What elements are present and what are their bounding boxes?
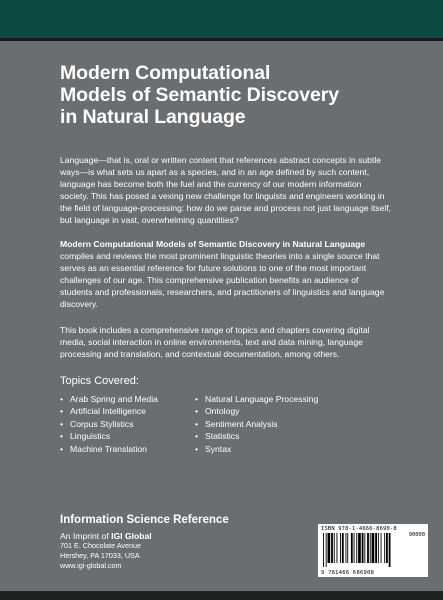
- publisher-address-line-1: 701 E. Chocolate Avenue: [60, 541, 141, 550]
- topic-item: • Machine Translation: [60, 443, 195, 456]
- topic-item: • Corpus Stylistics: [60, 418, 195, 431]
- publisher-address-line-2: Hershey, PA 17033, USA: [60, 550, 140, 560]
- topic-item: • Statistics: [195, 430, 330, 443]
- title-line-1: Modern Computational: [60, 62, 271, 84]
- topics-heading: Topics Covered:: [60, 374, 139, 387]
- price-code: 90000: [408, 532, 425, 538]
- topic-item: • Natural Language Processing: [195, 393, 330, 406]
- topics-list: [60, 393, 392, 456]
- topics-column-left: [60, 393, 195, 456]
- description-paragraph-2: [60, 239, 392, 310]
- bottom-color-band: [0, 591, 443, 600]
- description-book-title: Modern Computational Models of Semantic Discovery in Natural Language: [60, 239, 366, 250]
- imprint-prefix: An Imprint of: [60, 531, 112, 541]
- top-dark-stripe: [0, 38, 443, 41]
- topic-item: • Linguistics: [60, 430, 195, 443]
- back-cover-content: [60, 62, 392, 456]
- title-line-2: Models of Semantic Discovery: [60, 84, 339, 106]
- imprint-name: IGI Global: [111, 531, 152, 541]
- barcode-bars: [322, 533, 424, 567]
- description-paragraph-1: Language—that is, oral or written content that references abstract concepts in subtle ways—is what sets us apart as a species, and in an age defined by such content, language has become both the fuel and the currency of our modern information society. This has posed a vexing new challenge for linguists and engineers working in the field of language-processing: how do we parse and process not just language itself, but language in vast, overwhelming quantities?: [60, 155, 392, 225]
- topic-item: • Syntax: [195, 443, 330, 456]
- isbn-barcode: [318, 524, 428, 577]
- isbn-text: ISBN 978-1-4666-8690-8: [321, 526, 397, 532]
- publisher-block: [60, 514, 260, 570]
- topic-item: • Ontology: [195, 405, 330, 418]
- description-paragraph-2-text: compiles and reviews the most prominent linguistic theories into a single source that serves as an essential reference for future solutions to one of the most important challenges of our age. This comprehensive publication benefits an audience of students and professionals, researchers, and practitioners of linguistics and language discovery.: [60, 251, 385, 309]
- book-title: [60, 62, 392, 128]
- description-paragraph-3: This book includes a comprehensive range of topics and chapters covering digital media, social interaction in online environments, text and data mining, language processing and translation, and contextual documentation, among others.: [60, 324, 370, 359]
- publisher-name: Information Science Reference: [60, 514, 229, 526]
- topics-column-right: [195, 393, 330, 456]
- publisher-imprint: [60, 531, 260, 541]
- barcode-digits: 9 781466 686908: [321, 570, 375, 576]
- topic-item: • Arab Spring and Media: [60, 393, 195, 406]
- topic-item: • Sentiment Analysis: [195, 418, 330, 431]
- title-line-3: in Natural Language: [60, 106, 246, 128]
- publisher-website: www.igi-global.com: [60, 560, 122, 570]
- top-color-band: [0, 0, 443, 38]
- topic-item: • Artificial Intelligence: [60, 405, 195, 418]
